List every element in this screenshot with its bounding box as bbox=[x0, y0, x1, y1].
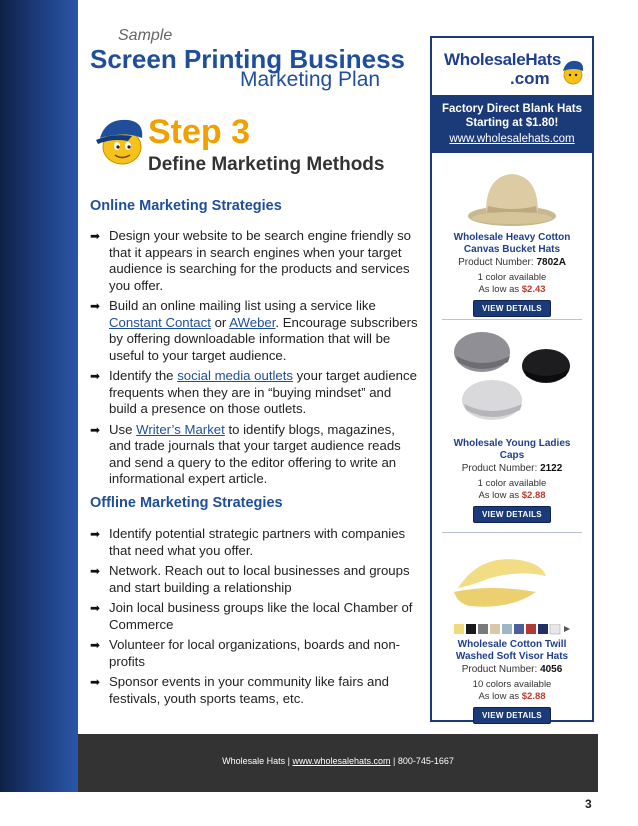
arrow-bullet-icon: ➡ bbox=[90, 638, 101, 652]
price-value: $2.88 bbox=[521, 490, 546, 501]
color-swatches[interactable] bbox=[454, 624, 572, 636]
product-colors: 1 color available bbox=[477, 478, 547, 489]
list-item bbox=[90, 674, 420, 707]
product-number-label: Product Number: bbox=[458, 257, 534, 268]
banner-price: Starting at $1.80! bbox=[465, 117, 559, 129]
bullet-text: or bbox=[210, 314, 230, 330]
offline-strategies-heading: Offline Marketing Strategies bbox=[90, 495, 283, 511]
young-ladies-caps-image[interactable] bbox=[448, 326, 580, 430]
page-footer bbox=[78, 734, 598, 792]
view-details-button[interactable]: VIEW DETAILS bbox=[473, 300, 551, 317]
price-value: $2.43 bbox=[521, 284, 546, 295]
aweber-link[interactable]: AWeber bbox=[229, 314, 276, 330]
product-name: Wholesale Heavy Cotton Canvas Bucket Hats bbox=[453, 232, 571, 255]
writers-market-link[interactable]: Writer’s Market bbox=[136, 421, 225, 437]
offline-strategies-list bbox=[90, 526, 420, 711]
left-blue-stripe bbox=[0, 0, 78, 792]
arrow-bullet-icon: ➡ bbox=[90, 601, 101, 615]
footer-text bbox=[78, 756, 598, 766]
footer-company: Wholesale Hats | bbox=[222, 756, 293, 766]
bullet-text: Build an online mailing list using a service like bbox=[109, 298, 376, 313]
product-name: Wholesale Cotton Twill Washed Soft Visor Hats bbox=[455, 639, 569, 662]
list-item bbox=[90, 422, 420, 488]
banner-website-link[interactable]: www.wholesalehats.com bbox=[449, 133, 575, 145]
list-item bbox=[90, 298, 420, 364]
price-label: As low as bbox=[478, 691, 520, 702]
list-item bbox=[90, 563, 420, 596]
product-card bbox=[432, 438, 592, 523]
product-price bbox=[432, 284, 592, 296]
arrow-bullet-icon: ➡ bbox=[90, 422, 101, 437]
product-card bbox=[432, 639, 592, 724]
bullet-text: Identify potential strategic partners with companies that need what you offer. bbox=[109, 526, 406, 558]
logo-text-domain: .com bbox=[510, 69, 550, 88]
soft-visor-image[interactable] bbox=[450, 548, 550, 614]
arrow-bullet-icon: ➡ bbox=[90, 675, 101, 689]
page-subtitle: Marketing Plan bbox=[240, 68, 381, 91]
sample-label: Sample bbox=[118, 27, 173, 44]
view-details-button[interactable]: VIEW DETAILS bbox=[473, 707, 551, 724]
product-price bbox=[432, 490, 592, 502]
bullet-text: . Encourage subscribers by offering downloadable information that will be useful to your target audience. bbox=[109, 314, 418, 363]
arrow-bullet-icon: ➡ bbox=[90, 369, 101, 383]
list-item bbox=[90, 637, 420, 670]
page-number: 3 bbox=[585, 797, 592, 811]
bullet-text: Sponsor events in your community like fairs and festivals, youth sports teams, etc. bbox=[109, 674, 389, 706]
banner-headline: Factory Direct Blank Hats bbox=[442, 103, 582, 115]
wholesalehats-ad[interactable] bbox=[430, 36, 594, 722]
bucket-hat-image[interactable] bbox=[464, 162, 560, 230]
product-number-value: 4056 bbox=[540, 664, 563, 675]
product-colors: 1 color available bbox=[477, 272, 547, 283]
product-price bbox=[432, 691, 592, 703]
mascot-hat-icon bbox=[92, 114, 148, 168]
footer-phone: | 800-745-1667 bbox=[390, 756, 454, 766]
social-media-outlets-link[interactable]: social media outlets bbox=[177, 368, 294, 383]
product-number bbox=[432, 462, 592, 475]
product-card bbox=[432, 232, 592, 317]
online-strategies-heading: Online Marketing Strategies bbox=[90, 198, 282, 214]
arrow-bullet-icon: ➡ bbox=[90, 564, 101, 578]
arrow-bullet-icon: ➡ bbox=[90, 527, 101, 541]
product-colors: 10 colors available bbox=[472, 679, 552, 690]
step-number: Step 3 bbox=[148, 113, 251, 151]
list-item bbox=[90, 228, 420, 294]
product-number-value: 7802A bbox=[536, 257, 566, 268]
bullet-text: Identify the bbox=[109, 368, 178, 383]
view-details-button[interactable]: VIEW DETAILS bbox=[473, 506, 551, 523]
price-label: As low as bbox=[478, 284, 520, 295]
price-value: $2.88 bbox=[521, 691, 546, 702]
arrow-bullet-icon: ➡ bbox=[90, 299, 101, 313]
online-strategies-list bbox=[90, 228, 420, 492]
bullet-text: Design your website to be search engine friendly so that it appears in search engines when your target audience is searching for the products and services you offer. bbox=[109, 228, 412, 293]
step-subtitle: Define Marketing Methods bbox=[148, 154, 385, 175]
product-divider bbox=[442, 532, 582, 533]
list-item bbox=[90, 600, 420, 633]
footer-website-link[interactable]: www.wholesalehats.com bbox=[292, 756, 391, 766]
list-item bbox=[90, 368, 420, 418]
product-number bbox=[432, 663, 592, 676]
product-name: Wholesale Young Ladies Caps bbox=[453, 438, 571, 461]
bullet-text: Network. Reach out to local businesses and groups and start building a relationship bbox=[109, 563, 410, 595]
bullet-text: Use bbox=[109, 421, 137, 437]
ad-banner bbox=[432, 95, 592, 153]
product-number bbox=[432, 256, 592, 269]
bullet-text: your target audience frequents when they are in “buying mindset” and build a presence on those outlets. bbox=[109, 368, 417, 416]
price-label: As low as bbox=[478, 490, 520, 501]
logo-mascot-icon bbox=[560, 58, 586, 86]
product-number-label: Product Number: bbox=[461, 463, 538, 474]
list-item bbox=[90, 526, 420, 559]
logo-text: WholesaleHats bbox=[444, 50, 562, 69]
product-number-label: Product Number: bbox=[461, 664, 538, 675]
wholesalehats-logo[interactable] bbox=[432, 38, 592, 95]
bullet-text: to identify blogs, magazines, and trade journals that your target audience reads and send a query to the editor offering to write an informational expert article. bbox=[109, 421, 401, 486]
bullet-text: Join local business groups like the local Chamber of Commerce bbox=[109, 600, 413, 632]
page-title: Screen Printing Business bbox=[90, 44, 405, 74]
product-number-value: 2122 bbox=[540, 463, 563, 474]
product-divider bbox=[442, 319, 582, 320]
constant-contact-link[interactable]: Constant Contact bbox=[109, 314, 211, 330]
bullet-text: Volunteer for local organizations, boards and non-profits bbox=[109, 637, 401, 669]
arrow-bullet-icon: ➡ bbox=[90, 229, 101, 243]
